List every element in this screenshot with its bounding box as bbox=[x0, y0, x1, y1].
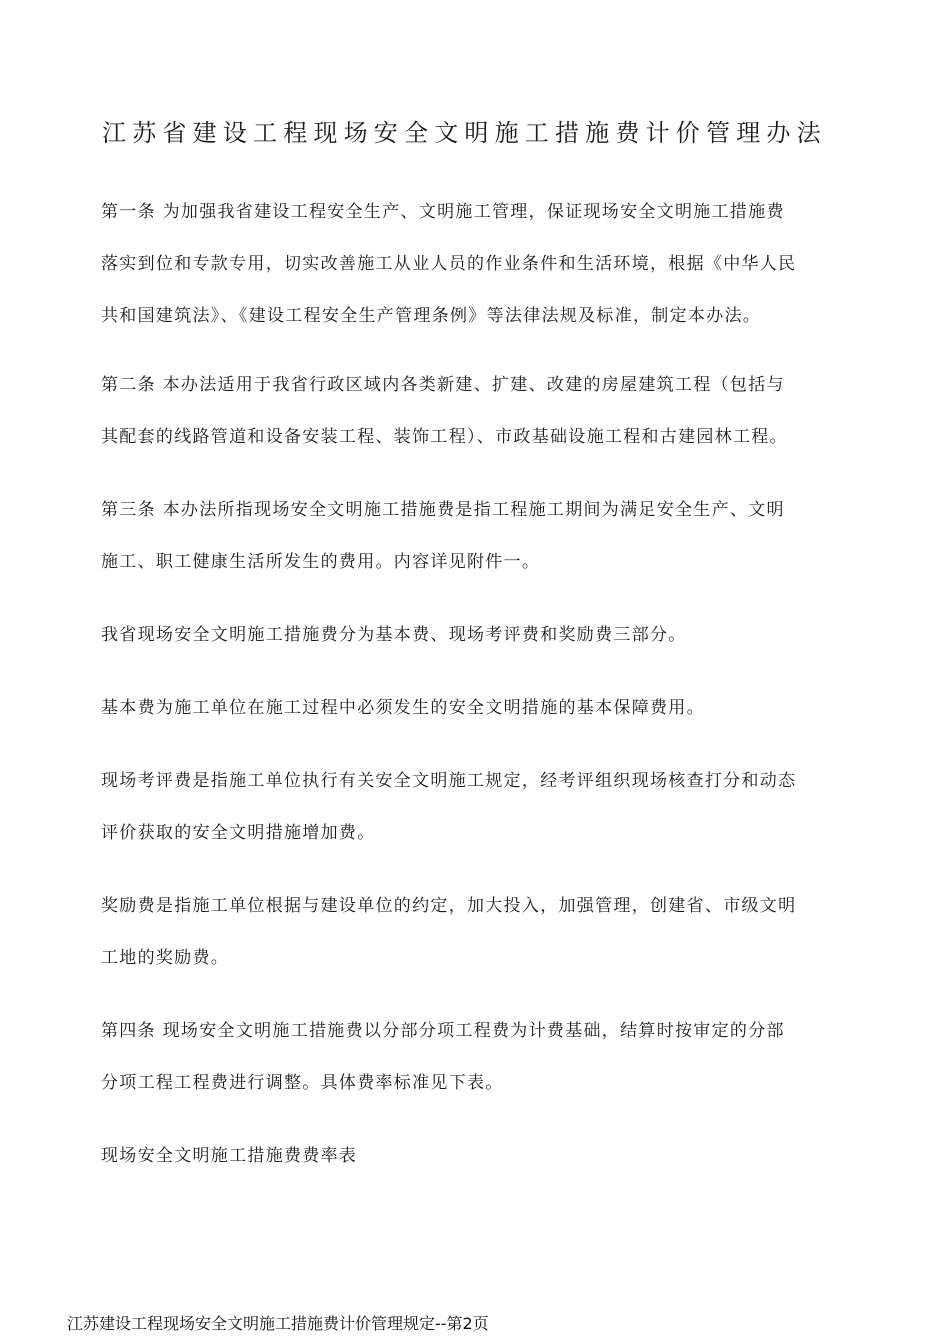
page-footer: 江苏建设工程现场安全文明施工措施费计价管理规定--第2页 bbox=[67, 1314, 489, 1333]
paragraph-line: 评价获取的安全文明措施增加费。 bbox=[101, 823, 376, 843]
paragraph-line: 第一条 为加强我省建设工程安全生产、文明施工管理，保证现场安全文明施工措施费 bbox=[101, 202, 785, 222]
paragraph-line: 其配套的线路管道和设备安装工程、装饰工程）、市政基础设施工程和古建园林工程。 bbox=[101, 427, 788, 447]
paragraph-article-3 bbox=[101, 484, 841, 588]
paragraph-article-4 bbox=[101, 1005, 841, 1109]
paragraph-line: 我省现场安全文明施工措施费分为基本费、现场考评费和奖励费三部分。 bbox=[101, 625, 687, 645]
paragraph-article-1 bbox=[101, 186, 841, 342]
paragraph-line: 基本费为施工单位在施工过程中必须发生的安全文明措施的基本保障费用。 bbox=[101, 698, 705, 718]
table-caption bbox=[101, 1130, 841, 1182]
paragraph-line: 现场考评费是指施工单位执行有关安全文明施工规定，经考评组织现场核查打分和动态 bbox=[101, 771, 797, 791]
paragraph-line: 现场安全文明施工措施费费率表 bbox=[101, 1146, 358, 1166]
paragraph-line: 落实到位和专款专用，切实改善施工从业人员的作业条件和生活环境，根据《中华人民 bbox=[101, 254, 797, 274]
paragraph-article-2 bbox=[101, 359, 841, 463]
paragraph-basic-fee bbox=[101, 682, 841, 734]
paragraph-line: 分项工程工程费进行调整。具体费率标准见下表。 bbox=[101, 1073, 504, 1093]
paragraph-line: 奖励费是指施工单位根据与建设单位的约定，加大投入，加强管理，创建省、市级文明 bbox=[101, 896, 797, 916]
paragraph-assessment-fee bbox=[101, 755, 841, 859]
paragraph-line: 第四条 现场安全文明施工措施费以分部分项工程费为计费基础，结算时按审定的分部 bbox=[101, 1021, 785, 1041]
document-title: 江苏省建设工程现场安全文明施工措施费计价管理办法 bbox=[102, 119, 827, 147]
paragraph-line: 第二条 本办法适用于我省行政区域内各类新建、扩建、改建的房屋建筑工程（包括与 bbox=[101, 375, 785, 395]
paragraph-line: 第三条 本办法所指现场安全文明施工措施费是指工程施工期间为满足安全生产、文明 bbox=[101, 500, 785, 520]
paragraph-line: 工地的奖励费。 bbox=[101, 948, 230, 968]
paragraph-line: 施工、职工健康生活所发生的费用。内容详见附件一。 bbox=[101, 552, 541, 572]
paragraph-fee-composition bbox=[101, 609, 841, 661]
paragraph-reward-fee bbox=[101, 880, 841, 984]
paragraph-line: 共和国建筑法》、《建设工程安全生产管理条例》等法律法规及标准，制定本办法。 bbox=[101, 306, 762, 326]
